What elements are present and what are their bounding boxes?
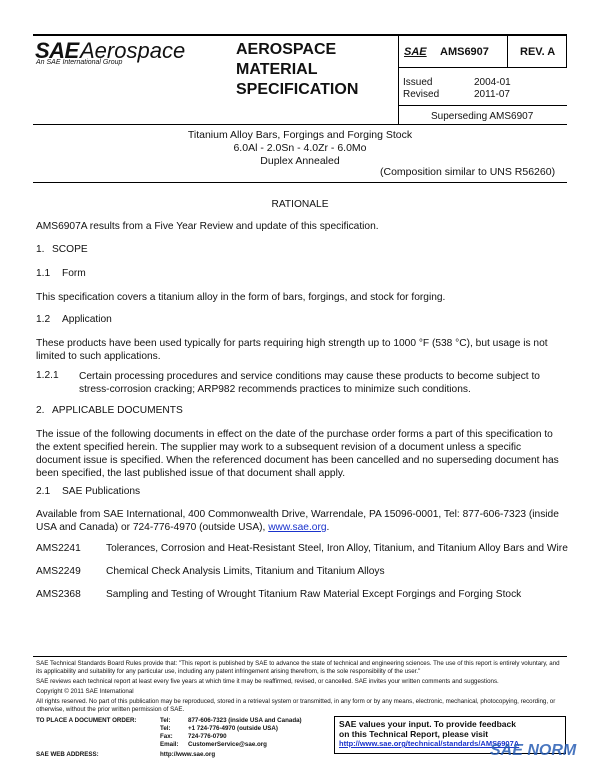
header-border-bottom (33, 124, 567, 125)
section-2-number: 2. (36, 405, 45, 416)
header-rule-2 (398, 105, 567, 106)
rationale-text: AMS6907A results from a Five Year Review and update of this specification. (36, 221, 379, 232)
rationale-heading: RATIONALE (271, 199, 329, 210)
section-1-2-title: Application (62, 314, 112, 325)
footer-rights-text: All rights reserved. No part of this publication may be reproduced, stored in a retrieval system or transmitted, in any form or by any means, electronic, mechanical, photocopying, recording, or otherwise, without the prior written permission of SAE. (36, 698, 556, 713)
ref-description: Sampling and Testing of Wrought Titanium Raw Material Except Forgings and Forging Stock (106, 589, 522, 600)
ref-code: AMS2368 (36, 589, 81, 600)
web-value[interactable]: http://www.sae.org (160, 751, 216, 758)
tel2-value: +1 724-776-4970 (outside USA) (188, 725, 278, 732)
revised-date: 2011-07 (474, 89, 510, 100)
spec-title: Titanium Alloy Bars, Forgings and Forging Stock (187, 129, 413, 141)
web-label: SAE WEB ADDRESS: (36, 751, 99, 758)
feedback-link[interactable]: http://www.sae.org/technical/standards/AMS6907A (339, 739, 520, 748)
ref-description: Tolerances, Corrosion and Heat-Resistant Steel, Iron Alloy, Titanium, and Titanium Alloy Bars and Wire (106, 543, 568, 554)
header-border-top (33, 34, 567, 36)
rev-border-right (566, 34, 567, 67)
section-2-text: The issue of the following documents in effect on the date of the purchase order forms a part of this specification to the extent specified herein. The supplier may work to a subsequent revision of a document unless a specific document issue is specified. When the referenced document has been cancelled and no superseding document has been specified, the last published issue of that document shall apply. (36, 429, 559, 479)
aerospace-logo: Aerospace (80, 38, 186, 63)
section-1-2-1-number: 1.2.1 (36, 370, 59, 381)
section-1-title: SCOPE (52, 244, 88, 255)
rev-divider (507, 34, 508, 67)
document-type: AEROSPACE MATERIAL SPECIFICATION (236, 41, 359, 98)
revision-label: REV. A (520, 46, 556, 58)
sae-website-link[interactable]: www.sae.org (268, 522, 327, 533)
section-2-1-title: SAE Publications (62, 486, 141, 497)
uns-composition: (Composition similar to UNS R56260) (380, 166, 556, 178)
section-2-1-number: 2.1 (36, 486, 51, 497)
logo-tagline: An SAE International Group (36, 59, 123, 66)
section-1-2-number: 1.2 (36, 314, 51, 325)
section-2-1-text (36, 508, 566, 534)
sae-logo: SAE (35, 38, 79, 63)
email-label: Email: (160, 741, 179, 748)
footer-rule (33, 656, 567, 657)
sae-address: Available from SAE International, 400 Commonwealth Drive, Warrendale, PA 15096-0001, Tel: 877-606-7323 (inside USA and Canada) or 724-776-4970 (outside USA), (36, 509, 559, 533)
issued-date: 2004-01 (474, 77, 511, 88)
document-number: AMS6907 (440, 46, 489, 58)
section-1-2-text: These products have been used typically for parts requiring high strength up to 1000 °F (538 °C), but usage is not limited to such applications. (36, 338, 548, 362)
feedback-line-2: on this Technical Report, please visit (339, 729, 489, 739)
section-1-1-title: Form (62, 268, 86, 279)
header-rule-1 (398, 67, 567, 68)
ref-code: AMS2249 (36, 566, 81, 577)
superseding-note: Superseding AMS6907 (431, 111, 534, 122)
title-rule (33, 182, 567, 183)
ref-code: AMS2241 (36, 543, 81, 554)
tel-label: Tel: (160, 717, 171, 724)
feedback-line-1: SAE values your input. To provide feedback (339, 719, 516, 729)
section-1-1-text: This specification covers a titanium alloy in the form of bars, forgings, and stock for forging. (36, 292, 446, 303)
sentence-period: . (326, 522, 330, 533)
condition: Duplex Annealed (260, 155, 340, 167)
header-divider (398, 34, 399, 124)
fax-value: 724-776-0790 (188, 733, 227, 740)
section-1-1-number: 1.1 (36, 268, 51, 279)
order-label: TO PLACE A DOCUMENT ORDER: (36, 717, 137, 724)
footer-rules-text: SAE Technical Standards Board Rules provide that: "This report is published by SAE to advance the state of technical and engineering sciences. The use of this report is entirely voluntary, and its applicability and suitability for any particular use, including any patent infringement arising therefrom, is the sole responsibility of the user." (36, 660, 560, 675)
tel2-label: Tel: (160, 725, 171, 732)
ref-description: Chemical Check Analysis Limits, Titanium and Titanium Alloys (106, 566, 385, 577)
email-value[interactable]: CustomerService@sae.org (188, 741, 267, 748)
issued-label: Issued (403, 77, 433, 88)
alloy-composition: 6.0Al - 2.0Sn - 4.0Zr - 6.0Mo (233, 142, 367, 154)
footer-review-text: SAE reviews each technical report at least every five years at which time it may be reaffirmed, revised, or cancelled. SAE invites your written comments and suggestions. (36, 678, 499, 685)
sae-norm-watermark: SAE NORM (490, 742, 577, 759)
revised-label: Revised (403, 89, 440, 100)
section-2-title: APPLICABLE DOCUMENTS (52, 405, 183, 416)
tel-value: 877-606-7323 (inside USA and Canada) (188, 717, 302, 724)
fax-label: Fax: (160, 733, 173, 740)
footer-copyright: Copyright © 2011 SAE International (36, 688, 134, 695)
section-1-number: 1. (36, 244, 45, 255)
sae-mark: SAE (404, 46, 427, 58)
section-1-2-1-text: Certain processing procedures and service conditions may cause these products to become subject to stress-corrosion cracking; ARP982 recommends practices to minimize such conditions. (79, 371, 540, 395)
